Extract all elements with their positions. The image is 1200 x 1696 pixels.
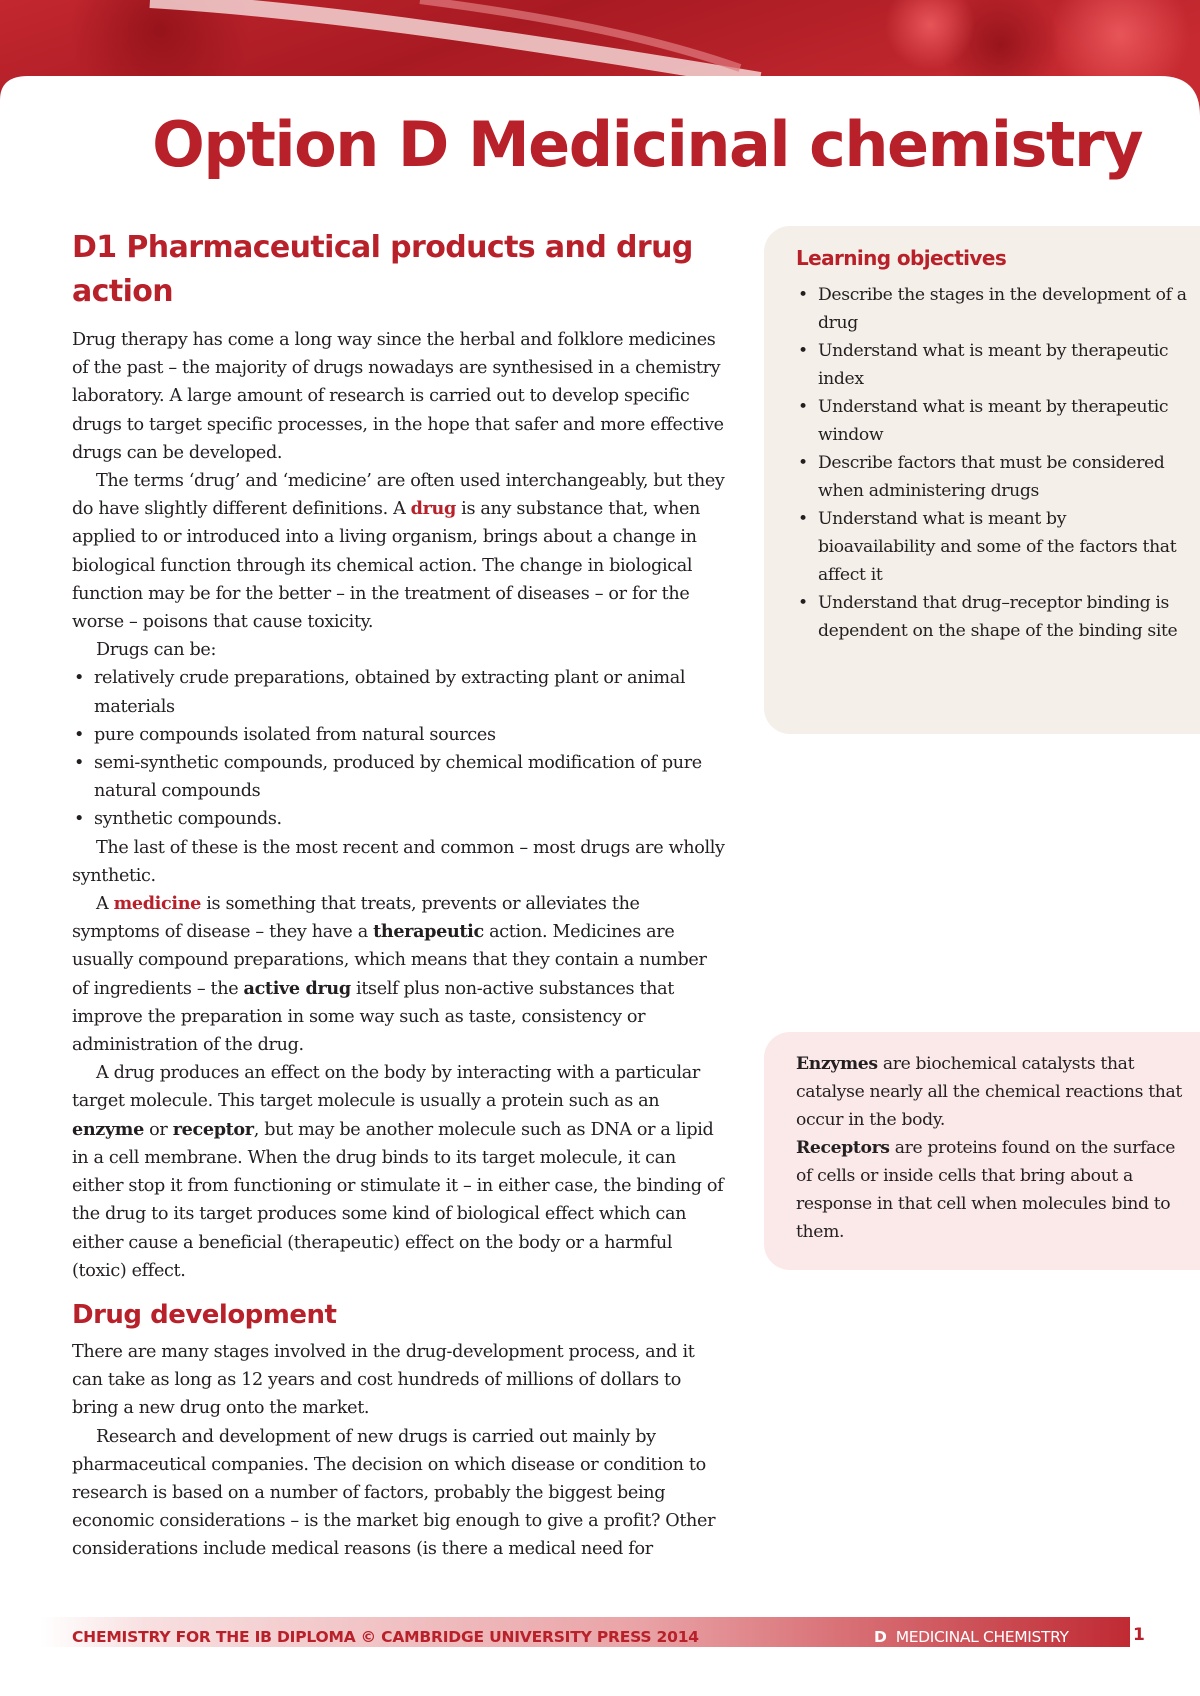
list-item: • semi-synthetic compounds, produced by chemical modification of pure natural compounds [72,749,727,805]
list-item: • pure compounds isolated from natural sources [72,721,727,749]
paragraph: Drug therapy has come a long way since the herbal and folklore medicines of the past – the majority of drugs nowadays are synthesised in a chemistry laboratory. A large amount of research is carried out to develop specific drugs to target specific processes, in the hope that safer and more effective drugs can be developed. [72,330,724,463]
learning-objectives-list [796,281,1188,645]
objective-item: • Understand what is meant by bioavailability and some of the factors that affect it [796,505,1188,589]
key-term-enzymes: Enzymes [796,1054,878,1074]
key-term-therapeutic: therapeutic [373,921,484,943]
paragraph: The terms ‘drug’ and ‘medicine’ are often used interchangeably, but they do have slightly different definitions. A drug is any substance that, when applied to or introduced into a living organism, brings about a change in biological function through its chemical action. The change in biological function may be for the better – in the treatment of diseases – or for the worse – poisons that cause toxicity. [72,471,725,633]
definitions-box [764,1032,1200,1270]
list-item: • relatively crude preparations, obtained by extracting plant or animal materials [72,664,727,720]
key-term-enzyme: enzyme [72,1118,144,1140]
definition-receptors: Receptors are proteins found on the surface of cells or inside cells that bring about a response in that cell when molecules bind to them. [796,1138,1176,1242]
footer-section-name: MEDICINAL CHEMISTRY [895,1628,1069,1646]
drug-types-list [72,664,727,833]
definition-enzymes: Enzymes are biochemical catalysts that catalyse nearly all the chemical reactions that occur in the body. [796,1054,1182,1130]
page-title: Option D Medicinal chemistry [152,108,1142,181]
paragraph: Research and development of new drugs is carried out mainly by pharmaceutical companies. The decision on which disease or condition to research is based on a number of factors, probably the biggest being economic considerations – is the market big enough to give a profit? Other considerations include medical reasons (is there a medical need for [72,1426,716,1560]
learning-objectives-box [764,226,1200,734]
paragraph: Drugs can be: [96,640,217,661]
header-banner [0,0,1200,120]
list-item: • synthetic compounds. [72,805,727,833]
objective-item: • Understand what is meant by therapeutic window [796,393,1188,449]
footer-copyright: CHEMISTRY FOR THE IB DIPLOMA © CAMBRIDGE UNIVERSITY PRESS 2014 [72,1628,699,1646]
key-term-medicine: medicine [113,893,201,915]
key-term-receptor: receptor [172,1118,254,1140]
key-term-drug: drug [410,498,456,520]
section-heading: D1 Pharmaceutical products and drug action [72,230,693,309]
objective-item: • Understand what is meant by therapeutic index [796,337,1188,393]
objective-item: • Describe factors that must be considered when administering drugs [796,449,1188,505]
paragraph: The last of these is the most recent and common – most drugs are wholly synthetic. [72,837,725,886]
subsection-heading: Drug development [72,1299,337,1330]
key-term-receptors: Receptors [796,1138,890,1158]
learning-objectives-title: Learning objectives [796,246,1007,270]
paragraph: A medicine is something that treats, prevents or alleviates the symptoms of disease – they have a therapeutic action. Medicines are usually compound preparations, which means that they contain a number of ingredients – the active drug itself plus non-active substances that improve the preparation in some way such as taste, consistency or administration of the drug. [72,893,707,1056]
paragraph: There are many stages involved in the drug-development process, and it can take as long as 12 years and cost hundreds of millions of dollars to bring a new drug onto the market. [72,1341,695,1419]
footer-section [874,1623,1069,1651]
main-column [72,226,727,1564]
footer-section-letter: D [874,1628,887,1646]
objective-item: • Understand that drug–receptor binding is dependent on the shape of the binding site [796,589,1188,645]
page-number: 1 [1133,1625,1145,1645]
key-term-active-drug: active drug [243,977,351,999]
paragraph: A drug produces an effect on the body by interacting with a particular target molecule. This target molecule is usually a protein such as an enzyme or receptor, but may be another molecule such as DNA or a lipid in a cell membrane. When the drug binds to its target molecule, it can either stop it from functioning or stimulate it – in either case, the binding of the drug to its target produces some kind of biological effect which can either cause a beneficial (therapeutic) effect on the body or a harmful (toxic) effect. [72,1063,724,1281]
objective-item: • Describe the stages in the development of a drug [796,281,1188,337]
